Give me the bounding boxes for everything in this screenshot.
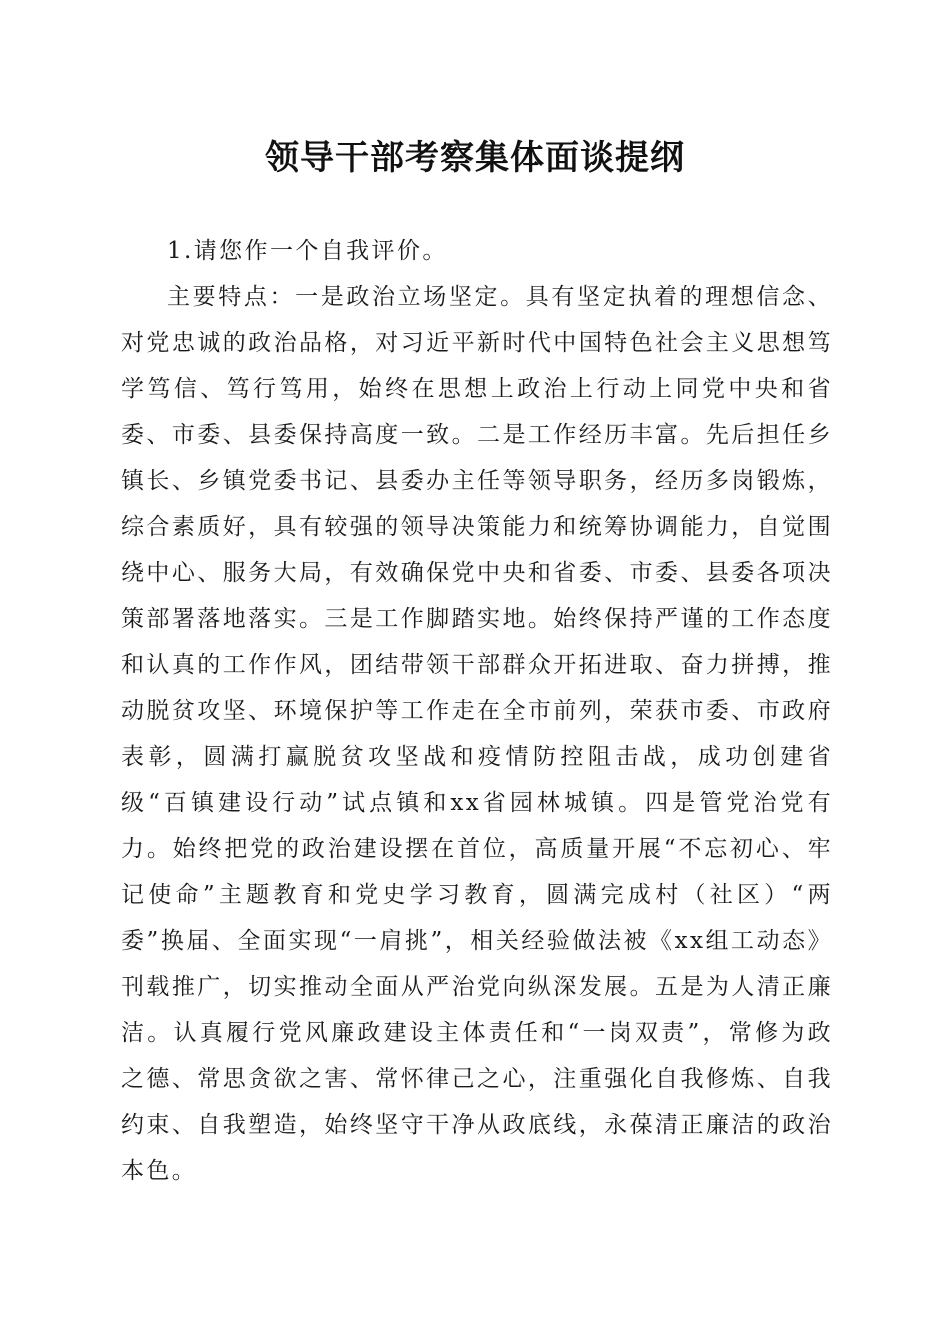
answer-paragraph: 主要特点：一是政治立场坚定。具有坚定执着的理想信念、对党忠诚的政治品格，对习近平新时代中国特色社会主义思想笃学笃信、笃行笃用，始终在思想上政治上行动上同党中央和省委、市委、县委保持高度一致。二是工作经历丰富。先后担任乡镇长、乡镇党委书记、县委办主任等领导职务，经历多岗锻炼，综合素质好，具有较强的领导决策能力和统筹协调能力，自觉围绕中心、服务大局，有效确保党中央和省委、市委、县委各项决策部署落地落实。三是工作脚踏实地。始终保持严谨的工作态度和认真的工作作风，团结带领干部群众开拓进取、奋力拼搏，推动脱贫攻坚、环境保护等工作走在全市前列，荣获市委、市政府表彰，圆满打赢脱贫攻坚战和疫情防控阻击战，成功创建省级“百镇建设行动”试点镇和xx省园林城镇。四是管党治党有力。始终把党的政治建设摆在首位，高质量开展“不忘初心、牢记使命”主题教育和党史学习教育，圆满完成村（社区）“两委”换届、全面实现“一肩挑”，相关经验做法被《xx组工动态》刊载推广，切实推动全面从严治党向纵深发展。五是为人清正廉洁。认真履行党风廉政建设主体责任和“一岗双责”，常修为政之德、常思贪欲之害、常怀律己之心，注重强化自我修炼、自我约束、自我塑造，始终坚守干净从政底线，永葆清正廉洁的政治本色。 bbox=[121, 284, 833, 1184]
document-title: 领导干部考察集体面谈提纲 bbox=[265, 138, 685, 178]
question-paragraph: 1.请您作一个自我评价。 bbox=[167, 238, 448, 264]
document-body bbox=[121, 228, 833, 1194]
